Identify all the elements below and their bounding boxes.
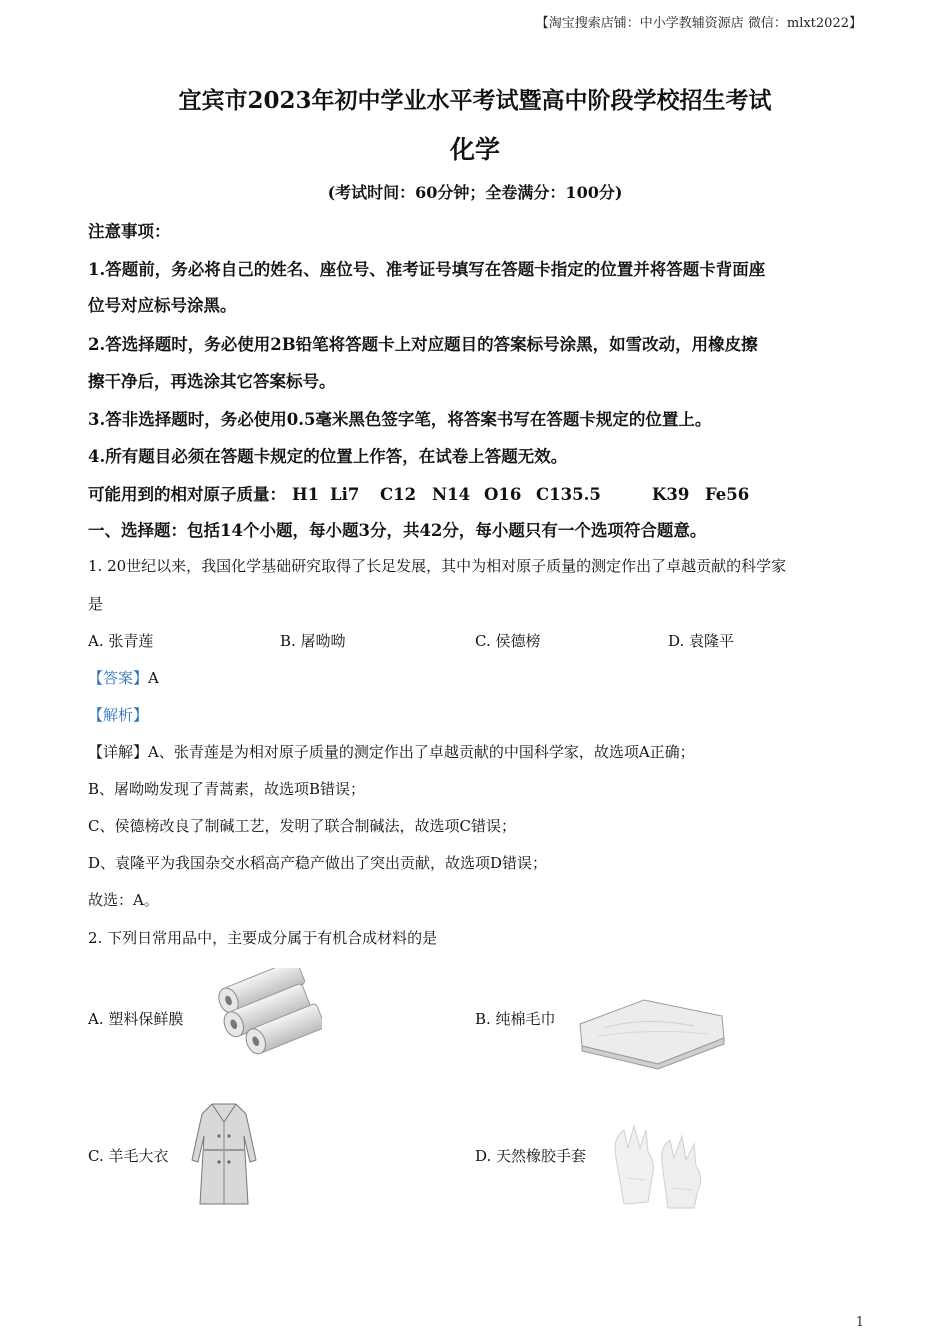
atomic-mass-label: 可能用到的相对原子质量： xyxy=(88,485,286,504)
q1-option-a: A. 张青莲 xyxy=(88,632,154,650)
atomic-mass-value: Li7 xyxy=(330,485,360,504)
atomic-mass-row xyxy=(88,481,749,505)
atomic-mass-value: N14 xyxy=(432,485,471,504)
atomic-mass-value: C135.5 xyxy=(536,485,601,504)
q1-stem-line-1: 1. 20世纪以来，我国化学基础研究取得了长足发展，其中为相对原子质量的测定作出了卓越贡献的科学家 xyxy=(88,557,787,575)
q2-option-c: C. 羊毛大衣 xyxy=(88,1147,169,1165)
rubber-gloves-image xyxy=(604,1118,722,1212)
notice-item-2-line-2: 擦干净后，再选涂其它答案标号。 xyxy=(88,372,336,391)
page-number: 1 xyxy=(855,1315,864,1330)
q2-stem: 2. 下列日常用品中，主要成分属于有机合成材料的是 xyxy=(88,929,438,947)
wool-coat-image xyxy=(186,1100,262,1208)
q1-option-d: D. 袁隆平 xyxy=(668,632,735,650)
notice-heading: 注意事项： xyxy=(88,222,171,241)
q1-conclusion: 故选：A。 xyxy=(88,891,159,909)
q1-option-b: B. 屠呦呦 xyxy=(280,632,346,650)
notice-item-3: 3.答非选择题时，务必使用0.5毫米黑色签字笔，将答案书写在答题卡规定的位置上。 xyxy=(88,410,712,429)
answer-label: 【答案】 xyxy=(88,669,149,687)
plastic-wrap-rolls-image xyxy=(212,968,322,1058)
q2-option-b: B. 纯棉毛巾 xyxy=(475,1010,556,1028)
notice-item-1-line-2: 位号对应标号涂黑。 xyxy=(88,296,237,315)
q1-answer xyxy=(88,667,159,688)
q2-option-d: D. 天然橡胶手套 xyxy=(475,1147,587,1165)
q1-detail-line-1: 【详解】A、张青莲是为相对原子质量的测定作出了卓越贡献的中国科学家，故选项A正确； xyxy=(88,743,695,761)
atomic-mass-value: C12 xyxy=(380,485,417,504)
notice-item-2-line-1: 2.答选择题时，务必使用2B铅笔将答题卡上对应题目的答案标号涂黑，如雪改动，用橡皮擦 xyxy=(88,335,758,354)
exam-title: 宜宾市2023年初中学业水平考试暨高中阶段学校招生考试 xyxy=(178,87,772,114)
q1-detail-line-3: C、侯德榜改良了制碱工艺，发明了联合制碱法，故选项C错误； xyxy=(88,817,516,835)
notice-item-1-line-1: 1.答题前，务必将自己的姓名、座位号、准考证号填写在答题卡指定的位置并将答题卡背面座 xyxy=(88,260,766,279)
header-note: 【淘宝搜索店铺：中小学教辅资源店 微信：mlxt2022】 xyxy=(535,16,862,31)
q1-option-c: C. 侯德榜 xyxy=(475,632,541,650)
notice-item-4: 4.所有题目必须在答题卡规定的位置上作答，在试卷上答题无效。 xyxy=(88,447,568,466)
atomic-mass-value: O16 xyxy=(484,485,522,504)
cotton-towel-image xyxy=(574,994,728,1070)
exam-info: (考试时间：60分钟；全卷满分：100分) xyxy=(327,183,623,202)
answer-value: A xyxy=(148,669,159,687)
subject-title: 化学 xyxy=(449,135,500,164)
q1-detail-line-2: B、屠呦呦发现了青蒿素，故选项B错误； xyxy=(88,780,366,798)
q2-option-a: A. 塑料保鲜膜 xyxy=(88,1010,184,1028)
q1-stem-line-2: 是 xyxy=(88,595,104,613)
q1-analysis-label: 【解析】 xyxy=(88,706,149,724)
section-1-heading: 一、选择题：包括14个小题，每小题3分，共42分，每小题只有一个选项符合题意。 xyxy=(88,521,707,540)
atomic-mass-value: Fe56 xyxy=(705,485,750,504)
q1-detail-line-4: D、袁隆平为我国杂交水稻高产稳产做出了突出贡献，故选项D错误； xyxy=(88,854,548,872)
atomic-mass-value: K39 xyxy=(652,485,690,504)
atomic-mass-value: H1 xyxy=(292,485,320,504)
